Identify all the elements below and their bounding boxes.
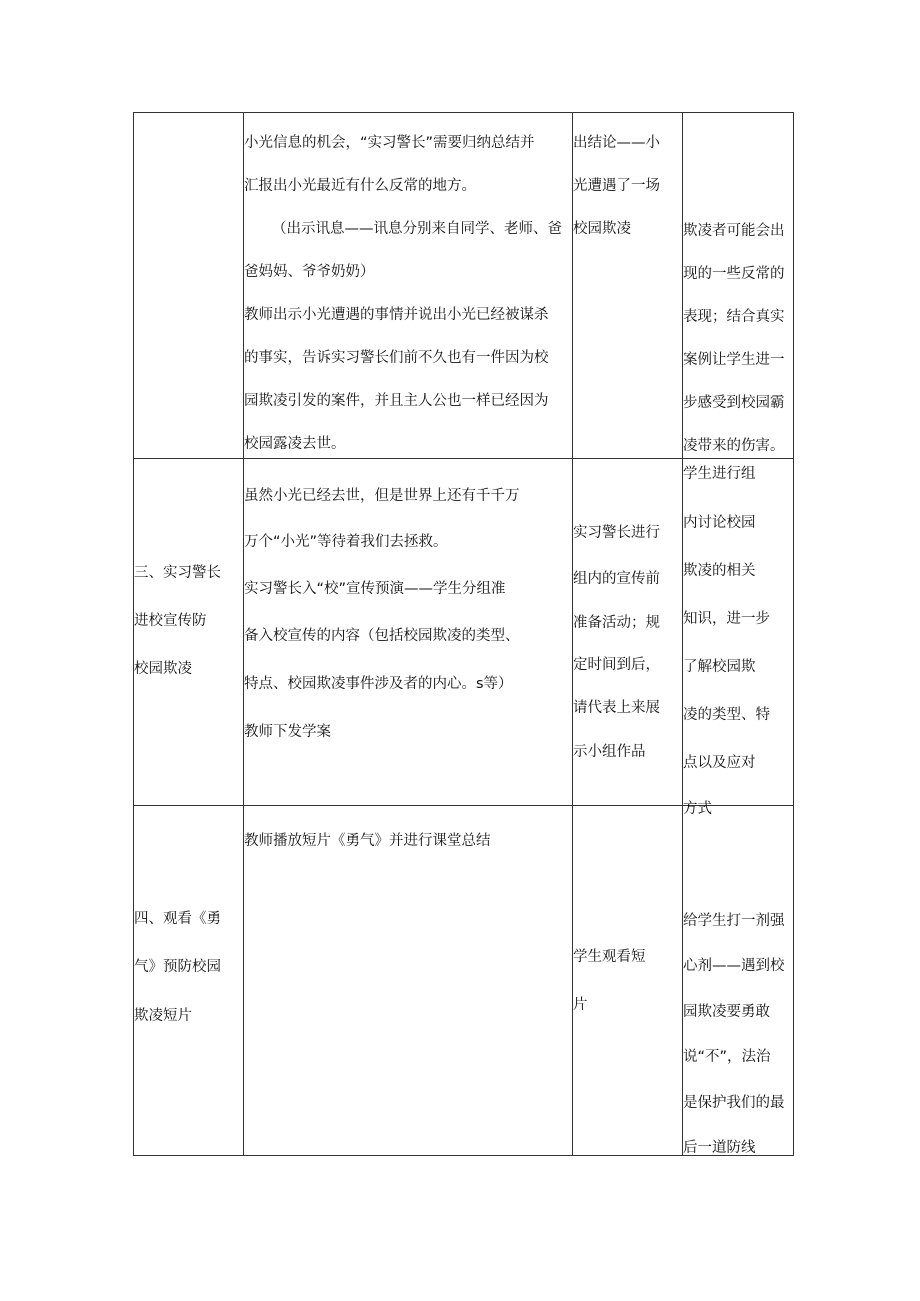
intent-line: 园欺凌要勇敢 <box>683 1004 770 1020</box>
intent-line: 现的一些反常的 <box>683 266 785 282</box>
row3-intent-cell <box>683 806 793 1155</box>
intent-line: 步感受到校园霸 <box>683 395 785 411</box>
content-line: 园欺凌引发的案件，并且主人公也一样已经因为 <box>244 393 549 409</box>
stage-line: 四、观看《勇 <box>134 911 221 927</box>
intent-line: 欺凌的相关 <box>683 563 756 579</box>
activity-line: 出结论——小 <box>573 135 660 151</box>
row1-intent-cell <box>683 113 793 458</box>
intent-line: 欺凌者可能会出 <box>683 223 785 239</box>
activity-line: 定时间到后， <box>573 657 660 673</box>
content-line: 爸妈妈、爷爷奶奶） <box>244 264 375 280</box>
intent-line: 知识，进一步 <box>683 611 770 627</box>
activity-line: 组内的宣传前 <box>573 571 660 587</box>
row1-activity-cell <box>573 113 682 458</box>
lesson-plan-table <box>133 112 794 1156</box>
content-line: 备入校宣传的内容（包括校园欺凌的类型、 <box>244 628 520 644</box>
activity-line: 请代表上来展 <box>573 700 660 716</box>
intent-line: 凌的类型、特 <box>683 707 770 723</box>
content-line: 万个“小光”等待着我们去拯救。 <box>244 534 448 550</box>
stage-line: 校园欺凌 <box>134 661 192 677</box>
content-line: 教师播放短片《勇气》并进行课堂总结 <box>244 833 491 849</box>
intent-line: 凌带来的伤害。 <box>683 438 785 454</box>
row2-activity-cell <box>573 459 682 805</box>
table-border-right <box>793 112 794 1156</box>
intent-line: 表现；结合真实 <box>683 309 785 325</box>
intent-line: 说“不”，法治 <box>683 1049 771 1065</box>
activity-line: 准备活动；规 <box>573 615 660 631</box>
activity-line: 学生观看短 <box>573 949 646 965</box>
content-line: 校园露凌去世。 <box>244 436 346 452</box>
row2-content-cell <box>244 459 574 805</box>
stage-line: 三、实习警长 <box>134 565 221 581</box>
content-line: 教师下发学案 <box>244 724 331 740</box>
intent-line: 案例让学生进一 <box>683 352 785 368</box>
content-line: 小光信息的机会，“实习警长”需要归纳总结并 <box>244 135 535 151</box>
content-line: 教师出示小光遭遇的事情并说出小光已经被谋杀 <box>244 307 549 323</box>
activity-line: 光遭遇了一场 <box>573 178 660 194</box>
stage-line: 气》预防校园 <box>134 959 221 975</box>
intent-line: 了解校园欺 <box>683 659 756 675</box>
row2-intent-cell <box>683 459 793 817</box>
intent-line: 方式 <box>683 801 712 817</box>
activity-line: 片 <box>573 997 588 1013</box>
row3-activity-cell <box>573 806 682 1155</box>
row3-content-cell <box>244 806 574 1155</box>
activity-line: 实习警长进行 <box>573 525 660 541</box>
stage-line: 进校宣传防 <box>134 613 207 629</box>
intent-line: 后一道防线 <box>683 1140 756 1156</box>
activity-line: 校园欺凌 <box>573 221 631 237</box>
intent-line: 点以及应对 <box>683 755 756 771</box>
content-line: （出示讯息——讯息分别来自同学、老师、爸 <box>272 221 562 237</box>
content-line: 的事实，告诉实习警长们前不久也有一件因为校 <box>244 350 549 366</box>
intent-line: 是保护我们的最 <box>683 1095 785 1111</box>
row2-stage-cell <box>134 459 243 805</box>
content-line: 特点、校园欺凌事件涉及者的内心。s等） <box>244 676 513 692</box>
content-line: 实习警长入“校”宣传预演——学生分组准 <box>244 581 506 597</box>
stage-line: 欺凌短片 <box>134 1008 192 1024</box>
intent-line: 心剂——遇到校 <box>683 958 785 974</box>
intent-line: 给学生打一剂强 <box>683 913 785 929</box>
content-line: 虽然小光已经去世，但是世界上还有千千万 <box>244 488 520 504</box>
content-line: 汇报出小光最近有什么反常的地方。 <box>244 178 476 194</box>
activity-line: 示小组作品 <box>573 744 646 760</box>
row3-stage-cell <box>134 806 243 1155</box>
intent-line: 学生进行组 <box>683 466 756 482</box>
intent-line: 内讨论校园 <box>683 515 756 531</box>
row1-content-cell <box>244 113 574 458</box>
